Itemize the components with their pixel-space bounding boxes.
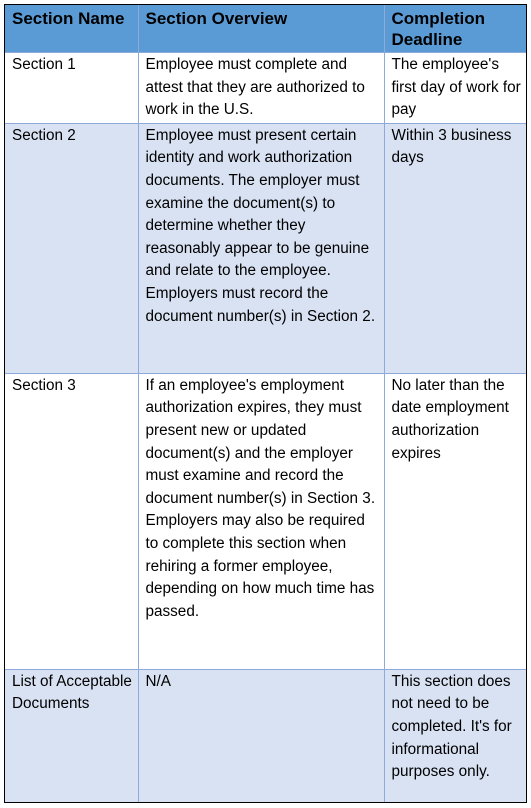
table-row	[5, 669, 526, 802]
cell-section-name: List of Acceptable Documents	[5, 669, 138, 802]
section-table	[5, 5, 526, 802]
table-row	[5, 53, 526, 124]
cell-completion-deadline: This section does not need to be completed. It's for informational purposes only.	[384, 669, 526, 802]
cell-completion-deadline: The employee's first day of work for pay	[384, 53, 526, 124]
cell-completion-deadline: Within 3 business days	[384, 123, 526, 373]
cell-completion-deadline: No later than the date employment authorization expires	[384, 373, 526, 669]
cell-section-name: Section 3	[5, 373, 138, 669]
cell-section-overview: Employee must complete and attest that they are authorized to work in the U.S.	[138, 53, 384, 124]
section-table-container	[4, 4, 527, 803]
table-row	[5, 123, 526, 373]
cell-section-name: Section 2	[5, 123, 138, 373]
header-section-overview: Section Overview	[138, 5, 384, 53]
cell-section-name: Section 1	[5, 53, 138, 124]
table-header-row	[5, 5, 526, 53]
cell-section-overview: Employee must present certain identity and work authorization documents. The employer must examine the document(s) to determine whether they reasonably appear to be genuine and relate to the employee. Employers must record the document number(s) in Section 2.	[138, 123, 384, 373]
cell-section-overview: N/A	[138, 669, 384, 802]
table-row	[5, 373, 526, 669]
header-completion-deadline: Completion Deadline	[384, 5, 526, 53]
header-section-name: Section Name	[5, 5, 138, 53]
cell-section-overview: If an employee's employment authorization expires, they must present new or updated document(s) and the employer must examine and record the document number(s) in Section 3. Employers may also be required to complete this section when rehiring a former employee, depending on how much time has passed.	[138, 373, 384, 669]
